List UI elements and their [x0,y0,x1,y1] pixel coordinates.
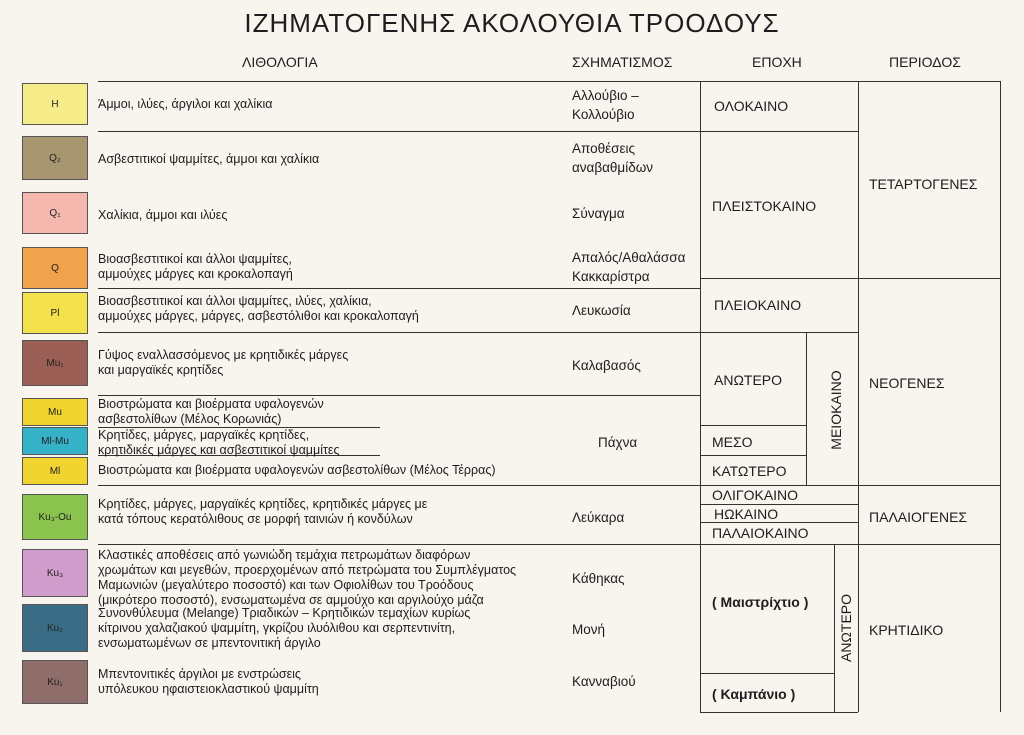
formation-name [572,356,641,375]
formation-name [572,139,653,177]
lithology-description [98,294,419,324]
formation-name [572,248,685,286]
grid-line [98,332,700,333]
formation-name [598,433,637,452]
lithology-line: και μαργαϊκές κρητίδες [98,363,224,377]
grid-line [98,395,700,396]
legend-swatch [22,247,88,289]
grid-line [700,522,858,523]
formation-name [572,301,631,320]
header-period: ΠΕΡΙΟΔΟΣ [889,54,961,70]
lithology-description [98,97,272,112]
swatch-code: Mu [48,406,62,418]
lithology-line: (μικρότερο ποσοστό), ενσωματωμένα σε αμμούχο και αργιλούχο μάζα [98,593,484,607]
epoch-oligocene: ΟΛΙΓΟΚΑΙΝΟ [712,487,799,503]
grid-line [98,544,700,545]
lithology-line: υπόλευκου ηφαιστειοκλαστικού ψαμμίτη [98,682,319,696]
formation-line: Κακκαρίστρα [572,269,650,284]
formation-line: Απαλός/Αθαλάσσα [572,250,686,265]
epoch-miocene: ΜΕΙΟΚΑΙΝΟ [828,370,844,450]
period-paleogene: ΠΑΛΑΙΟΓΕΝΕΣ [869,509,968,525]
legend-swatch [22,604,88,652]
formation-line: αναβαθμίδων [572,160,654,175]
lithology-line: Μπεντονιτικές άργιλοι με ενστρώσεις [98,667,301,681]
epoch-miocene-lower: ΚΑΤΩΤΕΡΟ [712,463,787,479]
grid-line [700,425,806,426]
grid-line [1000,81,1001,712]
epoch-campanian: ( Καμπάνιο ) [712,686,796,702]
formation-line: Λευκωσία [572,303,631,318]
swatch-code: Q₂ [49,152,61,164]
grid-line [700,712,858,713]
epoch-cretaceous-upper: ΑΝΩΤΕΡΟ [838,593,854,663]
swatch-code: Mu₁ [46,357,64,369]
header-epoch: ΕΠΟΧΗ [752,54,802,70]
lithology-line: ενσωματωμένων σε μπεντονιτική άργιλο [98,636,321,650]
legend-swatch [22,136,88,180]
grid-line [700,278,1000,279]
formation-name [572,204,625,223]
grid-line [700,673,834,674]
lithology-description [98,497,427,527]
legend-swatch [22,292,88,334]
swatch-code: Q₁ [49,207,61,219]
lithology-line: Κρητίδες, μάργες, μαργαϊκές κρητίδες, κρητιδικές μάργες με [98,497,428,511]
swatch-code: Ml [49,465,61,477]
epoch-holocene: ΟΛΟΚΑΙΝΟ [714,98,789,114]
lithology-line: κατά τόπους κερατόλιθους σε μορφή ταινιών ή κονδύλων [98,512,413,526]
formation-line: Κανναβιού [572,674,636,689]
grid-line [700,455,806,456]
period-cretaceous: ΚΡΗΤΙΔΙΚΟ [869,622,944,638]
swatch-code: Q [51,262,59,274]
lithology-line: Βιοασβεστιτικοί και άλλοι ψαμμίτες, ιλύες, χαλίκια, [98,294,372,308]
lithology-line: κίτρινου χαλαζιακού ψαμμίτη, γκρίζου ιλυόλιθου και σερπεντινίτη, [98,621,456,635]
legend-swatch [22,660,88,704]
grid-line [700,504,858,505]
grid-line [98,288,700,289]
lithology-line: Βιοστρώματα και βιοέρματα υφαλογενών [98,397,324,411]
epoch-maastrichtian: ( Μαιστρίχτιο ) [712,594,809,610]
lithology-description [98,252,293,282]
formation-name [572,620,605,639]
grid-line [700,131,858,132]
formation-line: Κολλούβιο [572,107,635,122]
formation-name [572,86,639,124]
lithology-line: Συνονθύλευμα (Melange) Τριαδικών – Κρητιδικών τεμαχίων κυρίως [98,606,471,620]
lithology-description [98,667,319,697]
swatch-code: Pl [50,307,60,319]
lithology-line: Άμμοι, ιλύες, άργιλοι και χαλίκια [98,97,273,111]
legend-swatch [22,398,88,426]
legend-swatch [22,192,88,234]
lithology-line: Κλαστικές αποθέσεις από γωνιώδη τεμάχια πετρωμάτων διαφόρων [98,548,471,562]
page-title: ΙΖΗΜΑΤΟΓΕΝΗΣ ΑΚΟΛΟΥΘΙΑ ΤΡΟΟΔΟΥΣ [244,8,780,38]
grid-line [806,332,807,485]
period-quaternary: ΤΕΤΑΡΤΟΓΕΝΕΣ [869,176,978,192]
header-formation: ΣΧΗΜΑΤΙΣΜΟΣ [572,54,673,70]
formation-name [572,569,625,588]
period-neogene: ΝΕΟΓΕΝΕΣ [869,375,945,391]
epoch-pliocene: ΠΛΕΙΟΚΑΙΝΟ [714,297,802,313]
swatch-code: Ku₂ [46,622,64,634]
grid-line [98,81,1000,82]
swatch-code: Ku₃ [46,567,64,579]
epoch-miocene-upper: ΑΝΩΤΕΡΟ [714,372,783,388]
formation-line: Μονή [572,622,606,637]
epoch-pleistocene: ΠΛΕΙΣΤΟΚΑΙΝΟ [712,198,817,214]
legend-swatch [22,83,88,125]
lithology-description [98,348,348,378]
lithology-line: Κρητίδες, μάργες, μαργαϊκές κρητίδες, [98,428,310,442]
formation-line: Σύναγμα [572,206,625,221]
lithology-line: Γύψος εναλλασσόμενος με κρητιδικές μάργες [98,348,349,362]
grid-line [858,81,859,712]
formation-line: Αλλούβιο – [572,88,639,103]
grid-line [834,544,835,712]
lithology-line: Βιοασβεστιτικοί και άλλοι ψαμμίτες, [98,252,292,266]
header-lithology: ΛΙΘΟΛΟΓΙΑ [242,54,318,70]
lithology-line: Ασβεστιτικοί ψαμμίτες, άμμοι και χαλίκια [98,152,320,166]
swatch-code: H [51,98,59,110]
grid-line [700,81,701,712]
lithology-description [98,548,516,608]
formation-name [572,508,624,527]
epoch-eocene: ΗΩΚΑΙΝΟ [714,506,779,522]
lithology-description [98,152,319,167]
grid-line [700,332,858,333]
lithology-description [98,397,324,427]
grid-line [98,485,700,486]
lithology-description [98,208,227,223]
lithology-description [98,606,470,651]
epoch-paleocene: ΠΑΛΑΙΟΚΑΙΝΟ [712,525,809,541]
epoch-miocene-middle: ΜΕΣΟ [712,434,753,450]
lithology-line: Βιοστρώματα και βιοέρματα υφαλογενών ασβεστολίθων (Μέλος Τέρρας) [98,463,496,477]
lithology-description [98,463,496,478]
grid-line [700,485,1000,486]
lithology-line: Χαλίκια, άμμοι και ιλύες [98,208,228,222]
grid-line [98,131,700,132]
formation-line: Πάχνα [598,435,638,450]
lithology-line: ασβεστολίθων (Μέλος Κορωνιάς) [98,412,282,426]
swatch-code: Ku₁ [47,676,63,688]
lithology-line: κρητιδικές μάργες και ασβεστιτικοί ψαμμίτες [98,443,340,457]
lithology-line: χρωμάτων και μεγεθών, προερχομένων από πετρώματα του Συμπλέγματος [98,563,517,577]
lithology-description [98,428,340,458]
formation-name [572,672,636,691]
grid-line [700,544,1000,545]
formation-line: Αποθέσεις [572,141,636,156]
legend-swatch [22,427,88,455]
swatch-code: Ml-Mu [41,435,69,447]
swatch-code: Ku₃-Ou [38,511,72,523]
legend-swatch [22,549,88,597]
formation-line: Κάθηκας [572,571,625,586]
legend-swatch [22,494,88,540]
legend-swatch [22,340,88,386]
legend-swatch [22,457,88,485]
formation-line: Καλαβασός [572,358,641,373]
lithology-line: αμμούχες μάργες και κροκαλοπαγή [98,267,293,281]
formation-line: Λεύκαρα [572,510,625,525]
lithology-line: Μαμωνιών (μεγαλύτερο ποσοστό) και των Οφιολίθων του Τροόδους [98,578,474,592]
lithology-line: αμμούχες μάργες, μάργες, ασβεστόλιθοι και κροκαλοπαγή [98,309,419,323]
